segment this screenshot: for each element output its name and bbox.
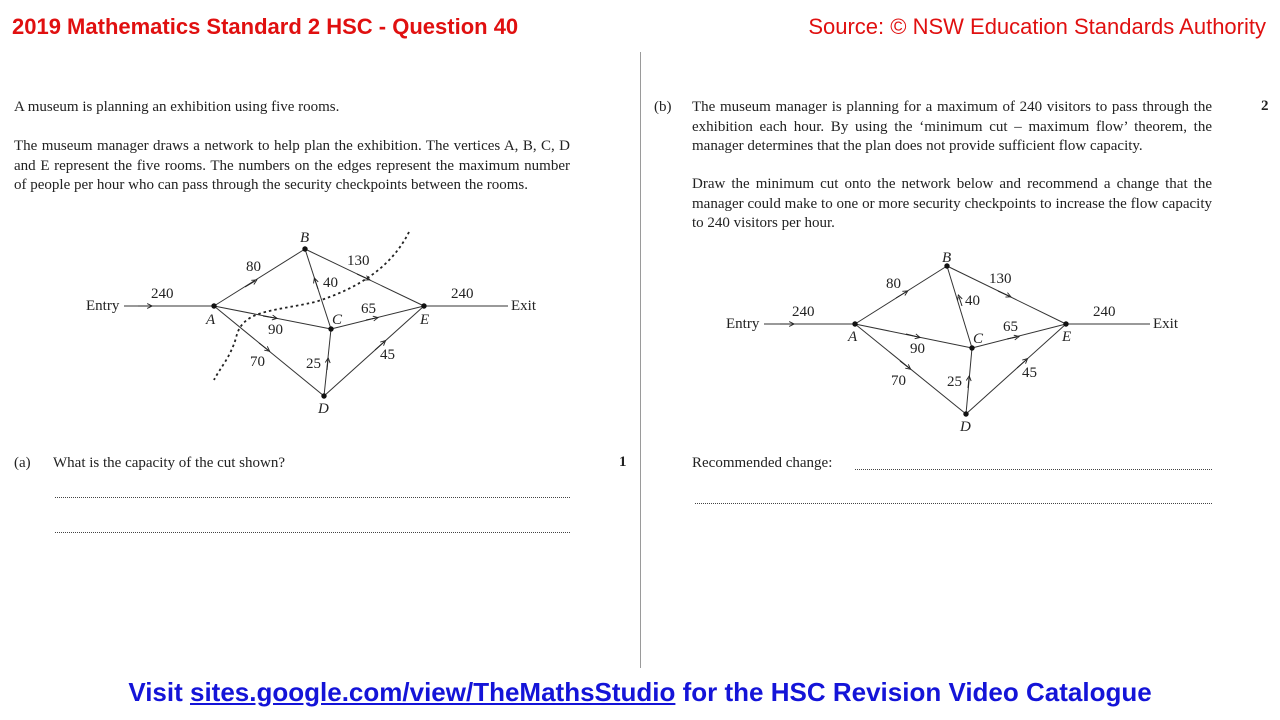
- weight-exit: 240: [1093, 304, 1116, 320]
- arrow-a-b: [896, 292, 906, 298]
- weight-ad: 70: [250, 354, 265, 370]
- part-a-question: What is the capacity of the cut shown?: [53, 455, 286, 471]
- weight-ac: 90: [268, 322, 283, 338]
- edge-a-b: [214, 249, 305, 306]
- footer-suffix: for the HSC Revision Video Catalogue: [675, 677, 1152, 707]
- answer-line-a-1[interactable]: [55, 497, 570, 498]
- entry-label: Entry: [726, 316, 760, 332]
- vertex-label-b: B: [942, 250, 952, 266]
- vertex-e: [421, 303, 426, 308]
- edge-a-d: [855, 324, 966, 414]
- vertex-label-b: B: [300, 230, 310, 246]
- recommended-change-label: Recommended change:: [692, 455, 833, 471]
- weight-ce: 65: [1003, 319, 1018, 335]
- answer-line-b-2[interactable]: [695, 503, 1212, 504]
- exit-label: Exit: [511, 298, 536, 314]
- answer-line-a-2[interactable]: [55, 532, 570, 533]
- weight-be: 130: [989, 271, 1012, 287]
- part-a-marks: 1: [619, 454, 627, 470]
- network-diagram-with-cut: [0, 220, 640, 430]
- weight-cb: 40: [323, 275, 338, 291]
- part-b-label: (b): [654, 99, 672, 115]
- arrow-b-e: [357, 274, 368, 279]
- answer-line-b-1[interactable]: [855, 469, 1212, 470]
- weight-exit: 240: [451, 286, 474, 302]
- part-b-paragraph-2: Draw the minimum cut onto the network below and recommend a change that the manager could make to one or more security checkpoints to increase the flow capacity to 240 visitors per hour.: [692, 176, 1212, 231]
- weight-de: 45: [1022, 365, 1037, 381]
- vertex-label-a: A: [848, 329, 858, 345]
- vertex-label-d: D: [318, 401, 329, 417]
- part-a-label: (a): [14, 455, 31, 471]
- vertex-a: [852, 321, 857, 326]
- weight-ab: 80: [246, 259, 261, 275]
- arrow-a-c: [906, 334, 918, 337]
- vertex-d: [963, 411, 968, 416]
- vertex-label-e: E: [420, 312, 430, 328]
- network-diagram: [640, 240, 1280, 440]
- exit-label: Exit: [1153, 316, 1178, 332]
- page-title: 2019 Mathematics Standard 2 HSC - Question 40: [12, 14, 519, 39]
- arrow-a-d: [900, 361, 909, 368]
- weight-cb: 40: [965, 293, 980, 309]
- vertex-label-c: C: [332, 312, 343, 328]
- vertex-a: [211, 303, 216, 308]
- arrow-a-c: [263, 316, 275, 318]
- weight-ab: 80: [886, 276, 901, 292]
- weight-de: 45: [380, 347, 395, 363]
- vertex-e: [1063, 321, 1068, 326]
- footer-link[interactable]: sites.google.com/view/TheMathsStudio: [190, 677, 676, 707]
- entry-label: Entry: [86, 298, 120, 314]
- vertex-label-e: E: [1062, 329, 1072, 345]
- weight-entry: 240: [151, 286, 174, 302]
- arrow-b-e: [998, 291, 1009, 296]
- weight-ad: 70: [891, 373, 906, 389]
- intro-paragraph-2: The museum manager draws a network to help plan the exhibition. The vertices A, B, C, D and E represent the five rooms. The numbers on the edges represent the maximum number of people per hour who can pass through the security checkpoints between the rooms.: [14, 138, 570, 193]
- weight-ac: 90: [910, 341, 925, 357]
- vertex-label-a: A: [206, 312, 216, 328]
- vertex-label-c: C: [973, 331, 984, 347]
- edge-c-e: [331, 306, 424, 329]
- weight-entry: 240: [792, 304, 815, 320]
- footer-banner: [0, 677, 1280, 708]
- intro-paragraph-1: A museum is planning an exhibition using five rooms.: [14, 99, 340, 115]
- vertex-label-d: D: [960, 419, 971, 435]
- edge-c-e: [972, 324, 1066, 348]
- weight-dc: 25: [947, 374, 962, 390]
- weight-ce: 65: [361, 301, 376, 317]
- weight-dc: 25: [306, 356, 321, 372]
- arrow-c-b: [315, 280, 318, 289]
- source-credit: Source: © NSW Education Standards Authority: [808, 14, 1266, 39]
- arrow-c-e: [366, 318, 376, 320]
- part-b-marks: 2: [1261, 98, 1269, 114]
- vertex-b: [302, 246, 307, 251]
- arrow-a-d: [259, 343, 268, 350]
- footer-prefix: Visit: [128, 677, 190, 707]
- arrow-c-b: [959, 297, 962, 306]
- arrow-a-b: [245, 281, 255, 287]
- vertex-d: [321, 393, 326, 398]
- weight-be: 130: [347, 253, 370, 269]
- part-b-paragraph-1: The museum manager is planning for a maximum of 240 visitors to pass through the exhibition each hour. By using the ‘minimum cut – maximum flow’ theorem, the manager determines that the plan does not provide sufficient flow capacity.: [692, 99, 1212, 154]
